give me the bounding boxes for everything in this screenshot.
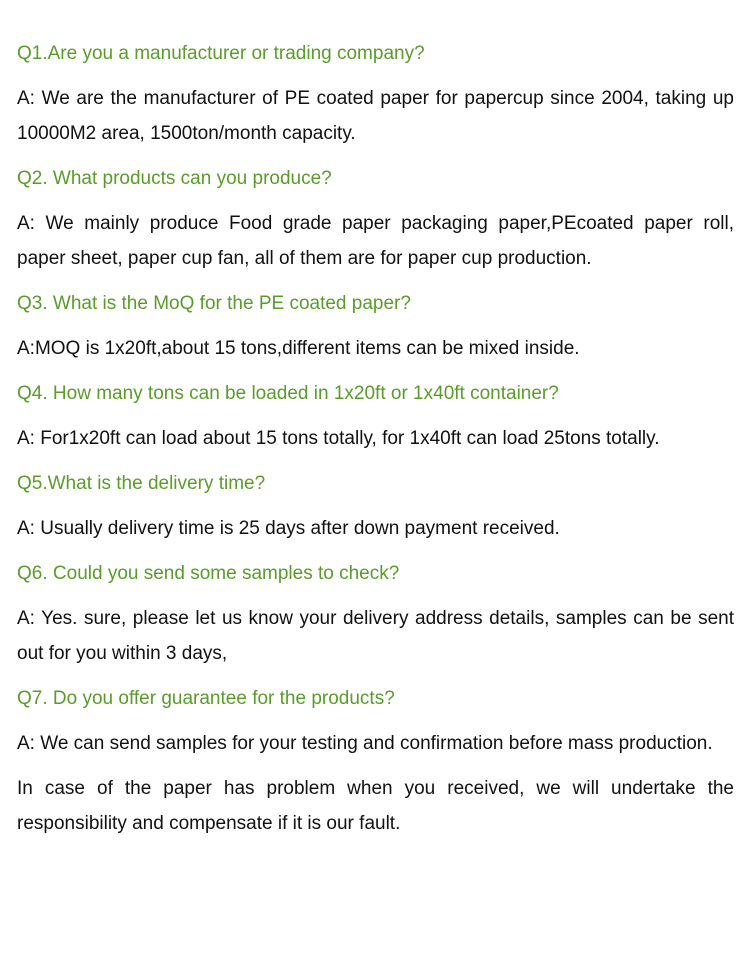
faq-list [17,36,734,851]
faq-answer-6: A: Yes. sure, please let us know your delivery address details, samples can be sent out for you within 3 days, [17,608,734,664]
faq-question-5: Q5.What is the delivery time? [17,473,266,494]
faq-question-1: Q1.Are you a manufacturer or trading company? [17,43,425,64]
faq-answer-4: A: For1x20ft can load about 15 tons totally, for 1x40ft can load 25tons totally. [17,428,660,449]
faq-answer-5: A: Usually delivery time is 25 days after down payment received. [17,518,560,539]
faq-answer-1: A: We are the manufacturer of PE coated paper for papercup since 2004, taking up 10000M2 area, 1500ton/month capacity. [17,88,734,144]
faq-question-3: Q3. What is the MoQ for the PE coated paper? [17,293,411,314]
faq-question-2: Q2. What products can you produce? [17,168,332,189]
faq-answer-2: A: We mainly produce Food grade paper packaging paper,PEcoated paper roll, paper sheet, paper cup fan, all of them are for paper cup production. [17,213,734,269]
faq-answer-7-continued: In case of the paper has problem when you received, we will undertake the responsibility and compensate if it is our fault. [17,778,734,834]
faq-answer-7: A: We can send samples for your testing and confirmation before mass production. [17,733,713,754]
faq-question-4: Q4. How many tons can be loaded in 1x20ft or 1x40ft container? [17,383,559,404]
faq-question-7: Q7. Do you offer guarantee for the products? [17,688,395,709]
faq-question-6: Q6. Could you send some samples to check? [17,563,400,584]
faq-answer-3: A:MOQ is 1x20ft,about 15 tons,different items can be mixed inside. [17,338,580,359]
